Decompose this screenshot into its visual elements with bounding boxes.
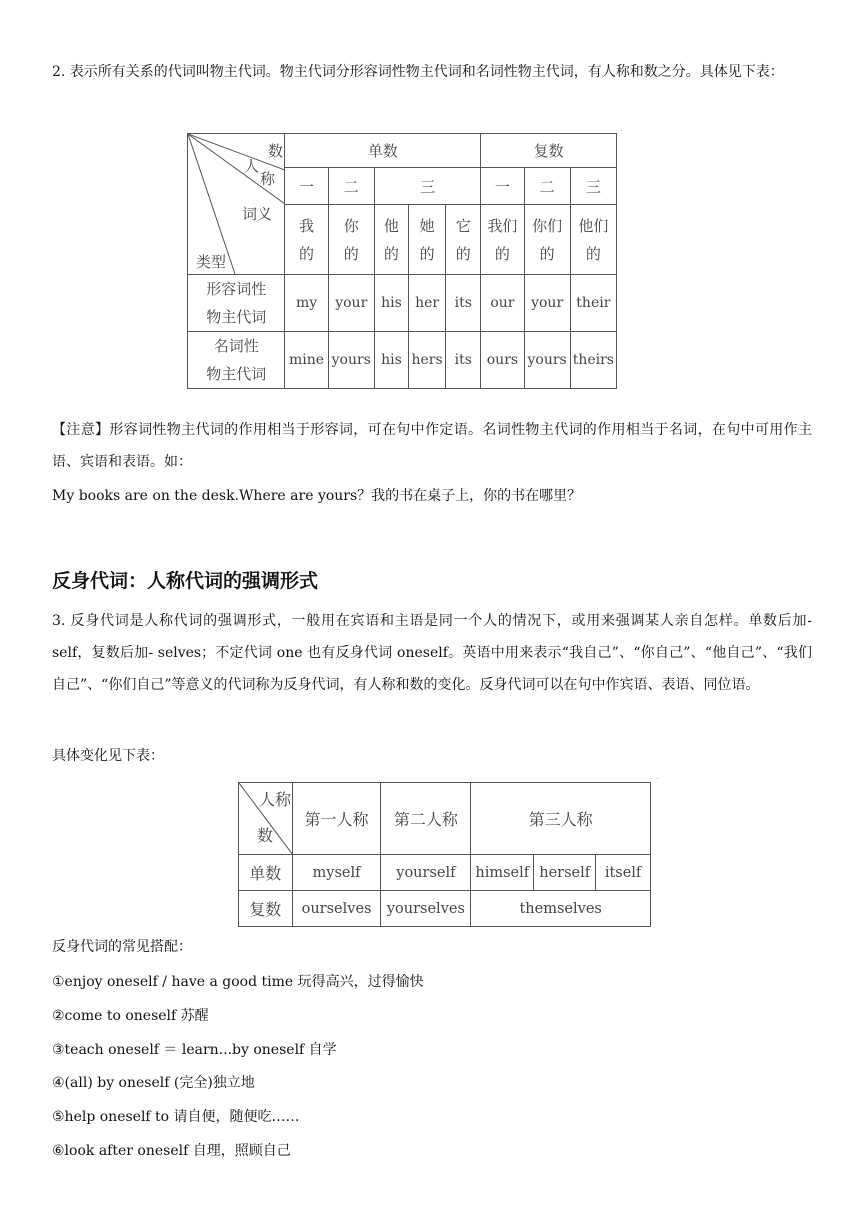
pronoun-cell: yours: [524, 332, 570, 389]
meaning-cell: 她 的: [409, 205, 446, 275]
meaning-cell: 他 的: [374, 205, 408, 275]
plural-label: 复数: [239, 891, 293, 927]
collocations-title: 反身代词的常见搭配：: [52, 939, 192, 955]
note-example: My books are on the desk.Where are yours？我的书在桌子上，你的书在哪里？: [52, 488, 582, 504]
pronoun-cell: himself: [471, 855, 534, 891]
diag-label-ren: 人: [244, 157, 260, 175]
pronoun-cell: theirs: [570, 332, 616, 389]
singular-label: 单数: [239, 855, 293, 891]
diagonal-header-cell: [188, 134, 285, 275]
type-cell: 名词性 物主代词: [188, 332, 285, 389]
possessive-pronoun-table: [187, 133, 617, 389]
section2-intro: 2. 表示所有关系的代词叫物主代词。物主代词分形容词性物主代词和名词性物主代词，有人称和数之分。具体见下表：: [52, 64, 784, 80]
note-paragraph: 【注意】形容词性物主代词的作用相当于形容词，可在句中作定语。名词性物主代词的作用相当于名词，在句中可用作主语、宾语和表语。如：: [52, 422, 812, 470]
pronoun-cell: mine: [285, 332, 328, 389]
pronoun-cell: my: [285, 275, 328, 332]
image-corner-mark: .: [656, 772, 659, 781]
pronoun-cell: myself: [292, 855, 381, 891]
pronoun-cell: ourselves: [292, 891, 381, 927]
person-header: 三: [570, 168, 616, 205]
person-header: 一: [481, 168, 524, 205]
person-header: 三: [374, 168, 480, 205]
collocation-item: ⑥look after oneself 自理，照顾自己: [52, 1143, 291, 1159]
pronoun-cell: her: [409, 275, 446, 332]
reflexive-pronoun-table: [238, 782, 651, 927]
person-header: 二: [328, 168, 374, 205]
collocation-item: ③teach oneself ＝ learn...by oneself 自学: [52, 1042, 337, 1058]
person-header: 一: [285, 168, 328, 205]
pronoun-cell: herself: [534, 855, 596, 891]
diag-label-ren-cheng: 人称: [259, 790, 292, 809]
pronoun-cell: yourself: [381, 855, 471, 891]
pronoun-cell: ours: [481, 332, 524, 389]
pronoun-cell: its: [446, 275, 481, 332]
pronoun-cell: our: [481, 275, 524, 332]
collocation-item: ④(all) by oneself (完全)独立地: [52, 1075, 255, 1091]
singular-row: [239, 855, 651, 891]
collocation-item: ⑤help oneself to 请自便，随便吃……: [52, 1109, 300, 1125]
meaning-cell: 他们 的: [570, 205, 616, 275]
meaning-cell: 你 的: [328, 205, 374, 275]
noun-possessive-row: [188, 332, 617, 389]
meaning-cell: 我 的: [285, 205, 328, 275]
person-header: 二: [524, 168, 570, 205]
pronoun-cell: yours: [328, 332, 374, 389]
pronoun-cell: its: [446, 332, 481, 389]
pronoun-cell: themselves: [471, 891, 651, 927]
diag-label-shu: 数: [268, 142, 284, 160]
section3-intro: 3. 反身代词是人称代词的强调形式，一般用在宾语和主语是同一个人的情况下，或用来强调某人亲自怎样。单数后加- self，复数后加- selves；不定代词 one 也有反身代词 oneself。英语中用来表示“我自己”、“你自己”、“他自己”、“我们自己”、“你们自己”等意义的代词称为反身代词，有人称和数的变化。反身代词可以在句中作宾语、表语、同位语。: [52, 613, 812, 693]
adjective-possessive-row: [188, 275, 617, 332]
pronoun-cell: itself: [596, 855, 651, 891]
plural-row: [239, 891, 651, 927]
collocation-item: ①enjoy oneself / have a good time 玩得高兴，过得愉快: [52, 974, 424, 990]
image-corner-mark: .: [620, 124, 623, 133]
pronoun-cell: yourselves: [381, 891, 471, 927]
pronoun-cell: your: [328, 275, 374, 332]
collocation-item: ②come to oneself 苏醒: [52, 1008, 209, 1024]
diag-label-cheng: 称: [260, 170, 276, 188]
singular-header: 单数: [285, 134, 481, 168]
table-intro: 具体变化见下表：: [52, 748, 164, 764]
meaning-cell: 你们 的: [524, 205, 570, 275]
diagonal-header-cell: [239, 783, 293, 855]
pronoun-cell: hers: [409, 332, 446, 389]
plural-header: 复数: [481, 134, 617, 168]
section3-heading: 反身代词：人称代词的强调形式: [52, 570, 319, 592]
pronoun-cell: his: [374, 332, 408, 389]
second-person-header: 第二人称: [381, 783, 471, 855]
pronoun-cell: their: [570, 275, 616, 332]
diag-label-ciyi: 词义: [242, 205, 273, 223]
pronoun-cell: his: [374, 275, 408, 332]
meaning-cell: 我们 的: [481, 205, 524, 275]
meaning-cell: 它 的: [446, 205, 481, 275]
third-person-header: 第三人称: [471, 783, 651, 855]
pronoun-cell: your: [524, 275, 570, 332]
diag-label-shu: 数: [257, 826, 274, 845]
type-cell: 形容词性 物主代词: [188, 275, 285, 332]
diag-label-leixing: 类型: [196, 253, 227, 271]
first-person-header: 第一人称: [292, 783, 381, 855]
